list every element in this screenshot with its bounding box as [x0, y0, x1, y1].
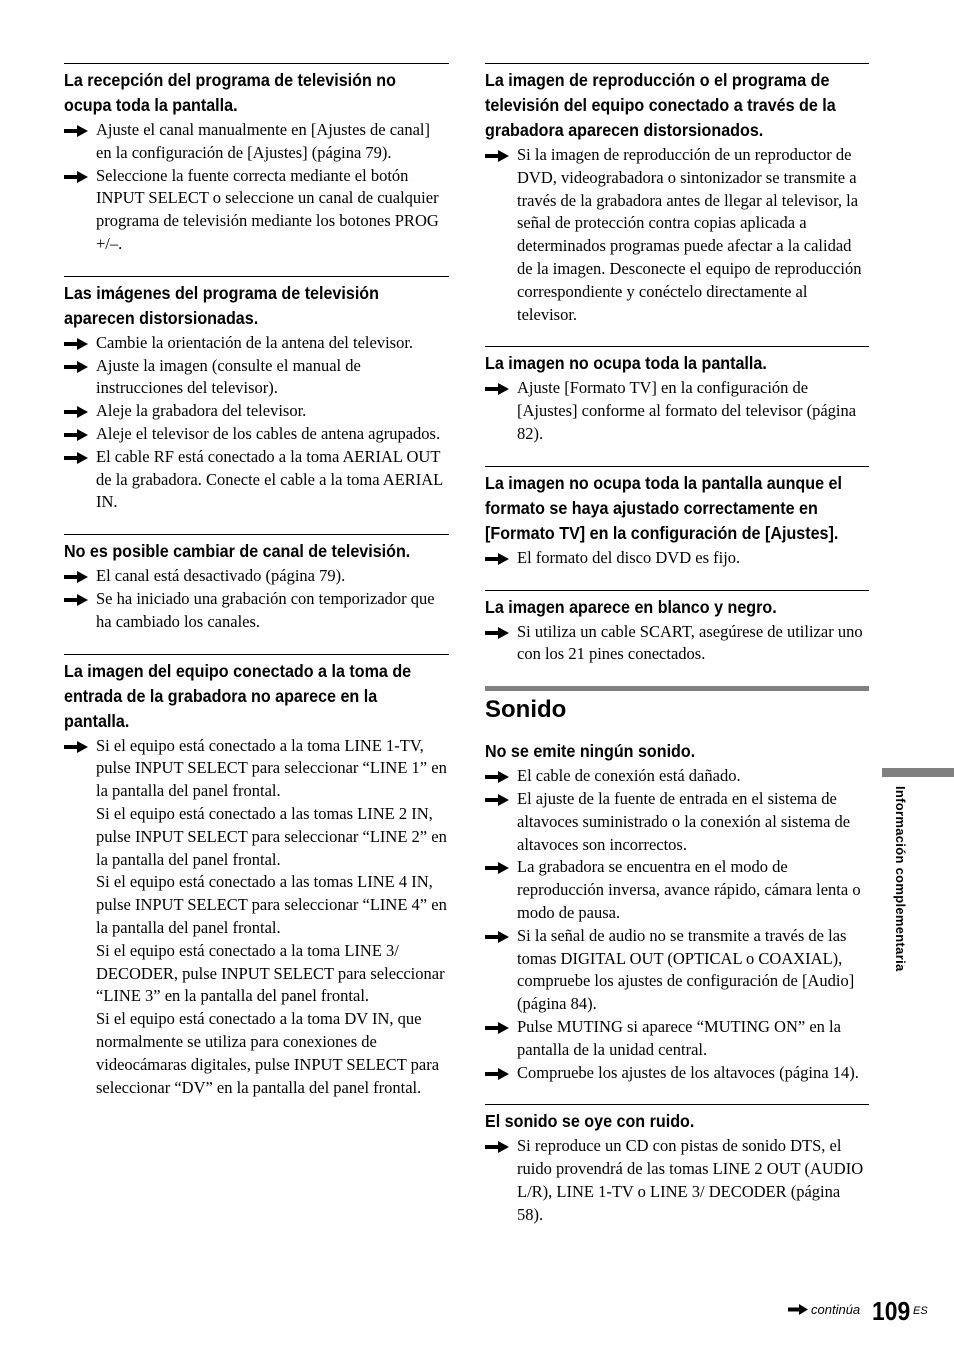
arrow-right-icon: [788, 1304, 808, 1315]
list-item: [64, 588, 449, 634]
list-item: [485, 144, 869, 326]
troubleshoot-section: [64, 63, 449, 256]
section-heading: La recepción del programa de televisión no ocupa toda la pantalla.: [64, 70, 396, 115]
list-item: [64, 565, 449, 588]
page-number: 109: [872, 1296, 911, 1326]
troubleshoot-section: [485, 590, 869, 667]
section-heading: No es posible cambiar de canal de televisión.: [64, 541, 411, 562]
list-item: [64, 446, 449, 514]
troubleshoot-section: [64, 534, 449, 633]
troubleshoot-section: [64, 654, 449, 1100]
list-item: [485, 765, 869, 788]
list-item-text: El cable RF está conectado a la toma AERIAL OUT de la grabadora. Conecte el cable a la toma AERIAL IN.: [96, 446, 443, 512]
section-heading: La imagen del equipo conectado a la toma de entrada de la grabadora no aparece en la pantalla.: [64, 660, 412, 731]
list-item: [64, 355, 449, 401]
list-item: [485, 788, 869, 856]
side-section-label: Información complementaria: [893, 786, 908, 972]
arrow-right-icon: [485, 1068, 509, 1080]
sonido-divider-bar: [485, 686, 869, 691]
arrow-right-icon: [485, 794, 509, 806]
section-heading: La imagen no ocupa toda la pantalla aunque el formato se haya ajustado correctamente en [Formato TV] en la configuración de [Ajustes].: [485, 472, 842, 543]
continua-label: continúa: [811, 1302, 861, 1317]
arrow-right-icon: [64, 406, 88, 418]
list-item-text: El canal está desactivado (página 79).: [96, 566, 346, 586]
list-item-text: El cable de conexión está dañado.: [517, 766, 741, 786]
section-heading: No se emite ningún sonido.: [485, 741, 696, 762]
arrow-right-icon: [485, 771, 509, 783]
list-item: [64, 119, 449, 165]
continua-indicator: [788, 1302, 860, 1317]
section-heading: La imagen no ocupa toda la pantalla.: [485, 353, 767, 374]
arrow-right-icon: [64, 338, 88, 350]
list-item: [485, 1016, 869, 1062]
list-item-text: Se ha iniciado una grabación con temporizador que ha cambiado los canales.: [96, 588, 435, 631]
list-item-text: Ajuste la imagen (consulte el manual de instrucciones del televisor).: [96, 355, 361, 398]
troubleshoot-section: [485, 739, 869, 1084]
list-item-text: Si la imagen de reproducción de un reproductor de DVD, videograbadora o sintonizador se transmite a través de la grabadora antes de llegar al televisor, la señal de protección contra copias aplicada a determinados programas puede afectar a la calidad de la imagen. Desconecte el equipo de reproducción correspondiente y conéctelo directamente al televisor.: [517, 145, 862, 324]
arrow-right-icon: [485, 150, 509, 162]
list-item-text: Compruebe los ajustes de los altavoces (página 14).: [517, 1062, 859, 1082]
list-item: [64, 400, 449, 423]
left-column: [64, 63, 449, 1119]
arrow-right-icon: [64, 571, 88, 583]
list-item: [485, 377, 869, 445]
list-item: [485, 547, 869, 570]
side-tab-bar: [882, 768, 954, 777]
arrow-right-icon: [485, 862, 509, 874]
list-item-text: Pulse MUTING si aparece “MUTING ON” en la pantalla de la unidad central.: [517, 1016, 841, 1059]
right-column: [485, 63, 869, 1247]
section-heading: El sonido se oye con ruido.: [485, 1111, 695, 1132]
arrow-right-icon: [485, 627, 509, 639]
arrow-right-icon: [64, 429, 88, 441]
list-item: [485, 925, 869, 1016]
list-item-text: El formato del disco DVD es fijo.: [517, 547, 741, 567]
section-heading: Las imágenes del programa de televisión aparecen distorsionadas.: [64, 282, 379, 328]
list-item-text: Cambie la orientación de la antena del televisor.: [96, 332, 414, 352]
list-item-text: Si el equipo está conectado a la toma LINE 1-TV, pulse INPUT SELECT para seleccionar “LINE 1” en la pantalla del panel frontal. Si el equipo está conectado a las tomas LINE 2 IN, pulse INPUT SELECT para seleccionar “LINE 2” en la pantalla del panel frontal. Si el equipo está conectado a las tomas LINE 4 IN, pulse INPUT SELECT para seleccionar “LINE 4” en la pantalla del panel frontal. Si el equipo está conectado a la toma LINE 3/ DECODER, pulse INPUT SELECT para seleccionar “LINE 3” en la pantalla del panel frontal. Si el equipo está conectado a la toma DV IN, que normalmente se utiliza para conexiones de videocámaras digitales, pulse INPUT SELECT para seleccionar “DV” en la pantalla del panel frontal.: [96, 735, 447, 1097]
arrow-right-icon: [64, 125, 88, 137]
section-heading: La imagen de reproducción o el programa de televisión del equipo conectado a través de la grabadora aparecen distorsionados.: [485, 70, 836, 140]
arrow-right-icon: [64, 594, 88, 606]
list-item-text: Ajuste el canal manualmente en [Ajustes de canal] en la configuración de [Ajustes] (página 79).: [96, 120, 430, 162]
section-heading: La imagen aparece en blanco y negro.: [485, 596, 777, 617]
arrow-right-icon: [64, 171, 88, 183]
list-item: [485, 856, 869, 924]
arrow-right-icon: [64, 361, 88, 373]
arrow-right-icon: [485, 553, 509, 565]
list-item-text: La grabadora se encuentra en el modo de reproducción inversa, avance rápido, cámara lenta o modo de pausa.: [517, 857, 861, 922]
arrow-right-icon: [64, 741, 88, 753]
list-item: [485, 1135, 869, 1226]
troubleshoot-section: [485, 346, 869, 445]
list-item: [64, 423, 449, 446]
list-item-text: Si utiliza un cable SCART, asegúrese de utilizar uno con los 21 pines conectados.: [517, 621, 863, 664]
arrow-right-icon: [485, 931, 509, 943]
list-item-text: Aleje la grabadora del televisor.: [96, 401, 307, 421]
troubleshoot-section: [64, 276, 449, 514]
troubleshoot-section: [485, 466, 869, 570]
list-item-text: Seleccione la fuente correcta mediante el botón INPUT SELECT o seleccione un canal de cualquier programa de televisión mediante los botones PROG +/–.: [96, 165, 439, 253]
list-item: [485, 621, 869, 667]
troubleshoot-section: [485, 1104, 869, 1226]
arrow-right-icon: [485, 1022, 509, 1034]
list-item: [64, 332, 449, 355]
arrow-right-icon: [64, 452, 88, 464]
list-item-text: Aleje el televisor de los cables de antena agrupados.: [96, 423, 441, 443]
list-item: [64, 735, 449, 1100]
arrow-right-icon: [485, 383, 509, 395]
arrow-right-icon: [485, 1141, 509, 1153]
list-item-text: Si la señal de audio no se transmite a través de las tomas DIGITAL OUT (OPTICAL o COAXIAL), compruebe los ajustes de configuración de [Audio] (página 84).: [517, 925, 855, 1014]
list-item: [485, 1062, 869, 1085]
list-item-text: Si reproduce un CD con pistas de sonido DTS, el ruido provendrá de las tomas LINE 2 OUT (AUDIO L/R), LINE 1-TV o LINE 3/ DECODER (página 58).: [517, 1136, 864, 1224]
list-item-text: El ajuste de la fuente de entrada en el sistema de altavoces suministrado o la conexión al sistema de altavoces son incorrectos.: [517, 788, 851, 854]
troubleshoot-section: [485, 63, 869, 326]
list-item: [64, 165, 449, 256]
sonido-title: Sonido: [485, 696, 567, 724]
list-item-text: Ajuste [Formato TV] en la configuración de [Ajustes] conforme al formato del televisor (página 82).: [517, 378, 857, 443]
page-language: ES: [913, 1305, 928, 1317]
